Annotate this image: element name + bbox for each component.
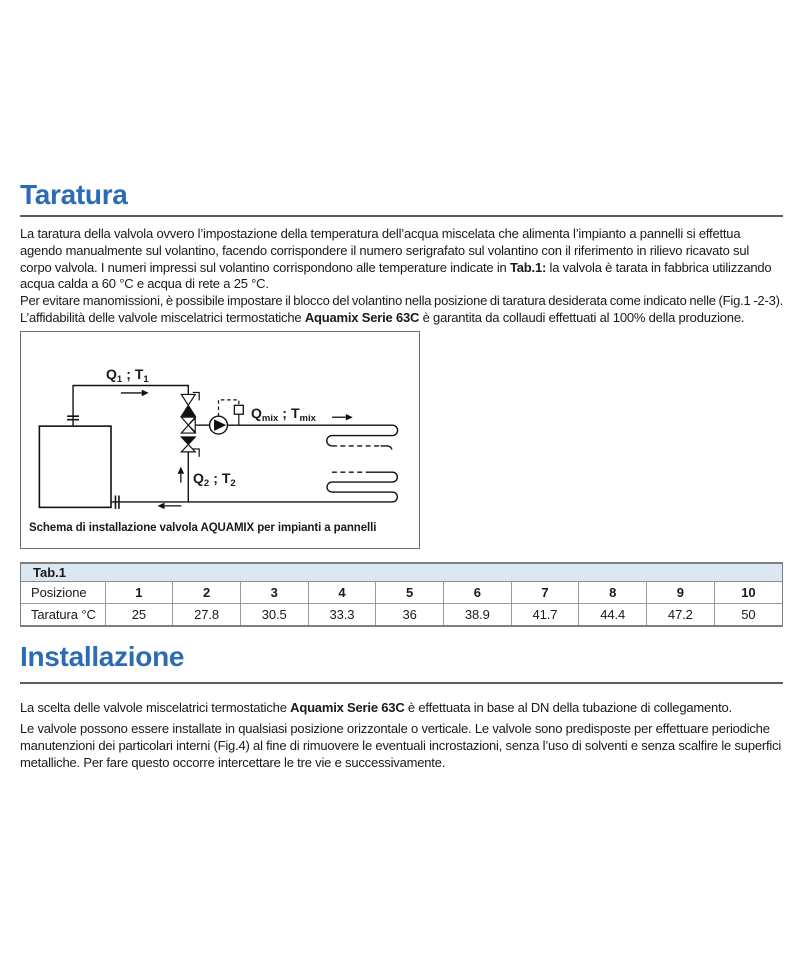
text-line: Per evitare manomissioni, è possibile impostare il blocco del volantino nella posizione di taratura desiderata come indicato nelle (Fig.1 -2-3). [20, 293, 784, 309]
text-line: La taratura della valvola ovvero l’impostazione della temperatura dell’acqua miscelata che alimenta l’impianto a pannelli si effettua [20, 226, 741, 241]
diagram-label-qmix-tmix: $Q_{mix}$ ; $T_{mix}$ [251, 405, 316, 424]
diagram-label-q2t2: $Q_2$ ; $T_2$ [193, 470, 236, 489]
section-title-installazione: Installazione [20, 641, 185, 672]
text-line: agendo manualmente sul volantino, facendo corrispondere il numero serigrafato sul volantino con il riferimento in rilievo ricavato sul [20, 242, 750, 258]
table-title-band [21, 564, 782, 582]
flow-arrow-up-icon [178, 467, 185, 483]
tank [39, 426, 111, 507]
flow-arrow-mix-icon [332, 414, 353, 421]
radiant-panel-bottom [111, 472, 397, 502]
installazione-paragraph-2 [20, 721, 783, 771]
table-row-posizione [21, 582, 782, 604]
schematic-drawing [21, 332, 419, 548]
table-cell: 44.4 [579, 604, 647, 626]
text-line: La scelta delle valvole miscelatrici termostatiche Aquamix Serie 63C è effettuata in base al DN della tubazione di collegamento. [20, 700, 732, 715]
table-cell: 30.5 [240, 604, 308, 626]
tab1-table [20, 562, 783, 627]
mixing-valve-icon [181, 417, 195, 433]
installation-diagram [20, 331, 420, 549]
row-label: Taratura °C [31, 607, 96, 622]
table-cell: 10 [714, 582, 782, 604]
table-cell: 25 [105, 604, 173, 626]
table-cell: 41.7 [511, 604, 579, 626]
row-label: Posizione [21, 582, 105, 604]
table-cell: 47.2 [647, 604, 715, 626]
section-divider [20, 682, 783, 684]
text-line: acqua calda a 60 °C e acqua di rete a 25 °C. [20, 276, 269, 292]
pump-icon [210, 416, 228, 434]
table-cell: 9 [647, 582, 715, 604]
table-cell: 50 [714, 604, 782, 626]
diagram-caption: Schema di installazione valvola AQUAMIX per impianti a pannelli [29, 522, 377, 534]
table-cell: 7 [511, 582, 579, 604]
flow-arrow-right-icon [121, 390, 149, 397]
table-cell: 38.9 [443, 604, 511, 626]
shutoff-valve-top-icon [181, 392, 199, 416]
table-row-taratura [21, 604, 782, 626]
text-line: corpo valvola. I numeri impressi sul volantino corrispondono alle temperature indicate in Tab.1: la valvola è tarata in fabbrica utilizzando [20, 259, 772, 275]
table-cell: 2 [173, 582, 241, 604]
table-cell: 36 [376, 604, 444, 626]
radiant-panel-top [227, 425, 397, 449]
taratura-paragraphs [20, 226, 783, 327]
table-cell: 27.8 [173, 604, 241, 626]
table-cell: 5 [376, 582, 444, 604]
table-cell: 4 [308, 582, 376, 604]
shutoff-valve-bottom-icon [181, 437, 199, 457]
table-cell: 8 [579, 582, 647, 604]
table-cell: 6 [443, 582, 511, 604]
section-title-taratura: Taratura [20, 179, 128, 210]
flow-arrow-left-icon [158, 503, 182, 510]
table-title: Tab.1 [33, 565, 66, 580]
table-cell: 1 [105, 582, 173, 604]
text-line: metalliche. Per fare questo occorre intercettare le tre vie e successivamente. [20, 754, 446, 770]
text-line: Le valvole possono essere installate in qualsiasi posizione orizzontale o verticale. Le valvole sono predisposte per effettuare periodiche [20, 721, 770, 736]
section-divider [20, 215, 783, 217]
table-cell: 33.3 [308, 604, 376, 626]
table-cell: 3 [240, 582, 308, 604]
text-line: L’affidabilità delle valvole miscelatrici termostatiche Aquamix Serie 63C è garantita da collaudi effettuati al 100% della produzione. [20, 309, 745, 325]
installazione-paragraph-1 [20, 700, 783, 717]
diagram-label-q1t1: $Q_1$ ; $T_1$ [106, 366, 149, 385]
calibration-table [21, 582, 782, 625]
text-line: manutenzioni dei particolari interni (Fig.4) al fine di rimuovere le eventuali incrostazioni, senza l’uso di solventi e senza scalfire le superfici [20, 737, 782, 753]
